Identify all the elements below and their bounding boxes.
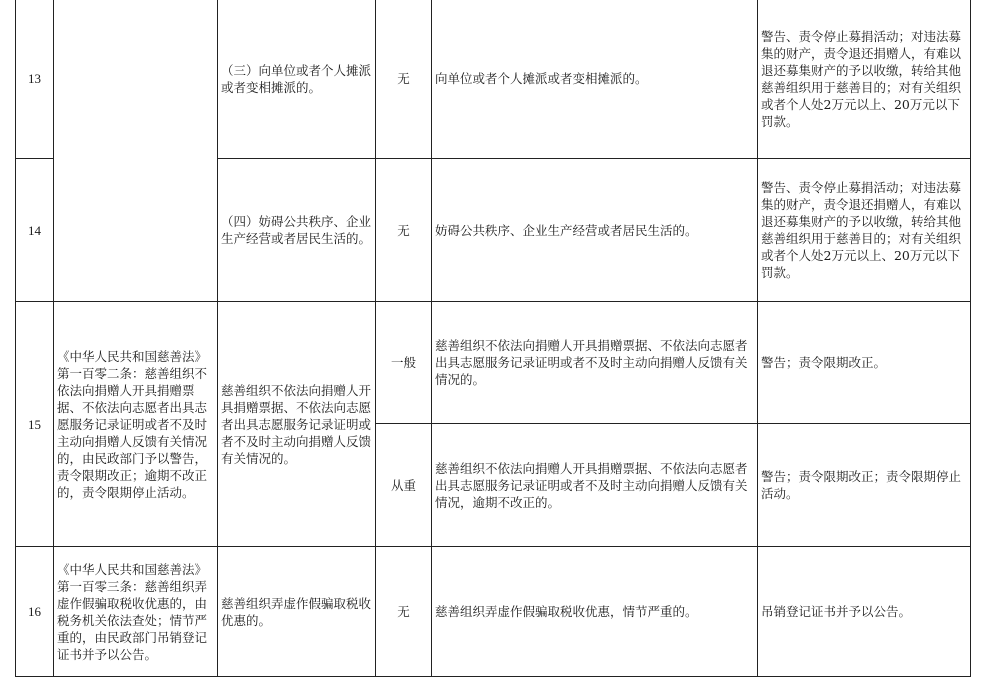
- violation-situation: 慈善组织弄虚作假骗取税收优惠，情节严重的。: [435, 604, 698, 619]
- row-number: 16: [16, 547, 54, 677]
- penalty-standard-cell: [758, 302, 971, 424]
- violation-situation-cell: [432, 424, 758, 547]
- violation-behavior-cell: [218, 159, 376, 302]
- violation-situation-cell: [432, 547, 758, 677]
- table-row: [16, 0, 971, 159]
- penalty-standard: 吊销登记证书并予以公告。: [761, 604, 912, 619]
- legal-basis: 《中华人民共和国慈善法》第一百零三条：慈善组织弄虚作假骗取税收优惠的，由税务机关依法查处；情节严重的，由民政部门吊销登记证书并予以公告。: [57, 561, 208, 662]
- row-number: 13: [16, 0, 54, 159]
- violation-situation-cell: [432, 302, 758, 424]
- penalty-standard-cell: [758, 424, 971, 547]
- discretion-level: 无: [376, 0, 432, 159]
- violation-behavior: 慈善组织弄虚作假骗取税收优惠的。: [221, 595, 372, 628]
- legal-basis-cell: [54, 0, 218, 302]
- violation-situation: 妨碍公共秩序、企业生产经营或者居民生活的。: [435, 222, 698, 238]
- discretion-level: 无: [376, 159, 432, 302]
- violation-behavior: 慈善组织不依法向捐赠人开具捐赠票据、不依法向志愿者出具志愿服务记录证明或者不及时主动向捐赠人反馈有关情况的。: [221, 382, 372, 466]
- discretion-level: 从重: [376, 424, 432, 547]
- violation-situation: 慈善组织不依法向捐赠人开具捐赠票据、不依法向志愿者出具志愿服务记录证明或者不及时主动向捐赠人反馈有关情况的。: [435, 338, 748, 387]
- violation-behavior: （四）妨碍公共秩序、企业生产经营或者居民生活的。: [221, 214, 372, 246]
- violation-situation-cell: [432, 0, 758, 159]
- discretion-level: 一般: [376, 302, 432, 424]
- penalty-standard: 警告、责令停止募捐活动；对违法募集的财产，责令退还捐赠人，有难以退还募集财产的予以收缴，转给其他慈善组织用于慈善目的；对有关组织或者个人处2万元以上、20万元以下罚款。: [761, 180, 962, 280]
- penalty-standard: 警告；责令限期改正；责令限期停止活动。: [761, 469, 962, 501]
- violation-behavior-cell: [218, 0, 376, 159]
- row-number: 14: [16, 159, 54, 302]
- legal-basis-cell: [54, 302, 218, 547]
- table-row: [16, 547, 971, 677]
- violation-situation: 慈善组织不依法向捐赠人开具捐赠票据、不依法向志愿者出具志愿服务记录证明或者不及时主动向捐赠人反馈有关情况，逾期不改正的。: [435, 460, 748, 510]
- violation-behavior-cell: [218, 547, 376, 677]
- penalty-standards-table: [15, 0, 971, 677]
- discretion-level: 无: [376, 547, 432, 677]
- legal-basis: 《中华人民共和国慈善法》第一百零二条：慈善组织不依法向捐赠人开具捐赠票据、不依法向志愿者出具志愿服务记录证明或者不及时主动向捐赠人反馈有关情况的，由民政部门予以警告，责令限期改正；逾期不改正的，责令限期停止活动。: [57, 348, 208, 500]
- legal-basis-cell: [54, 547, 218, 677]
- penalty-standard: 警告；责令限期改正。: [761, 355, 887, 370]
- violation-behavior: （三）向单位或者个人摊派或者变相摊派的。: [221, 62, 372, 95]
- penalty-standard-cell: [758, 159, 971, 302]
- row-number: 15: [16, 302, 54, 547]
- penalty-standard: 警告、责令停止募捐活动；对违法募集的财产，责令退还捐赠人，有难以退还募集财产的予以收缴，转给其他慈善组织用于慈善目的；对有关组织或者个人处2万元以上、20万元以下罚款。: [761, 28, 962, 129]
- violation-behavior-cell: [218, 302, 376, 547]
- penalty-standard-cell: [758, 547, 971, 677]
- penalty-standard-cell: [758, 0, 971, 159]
- penalty-standards-table-sheet: [15, 0, 970, 688]
- violation-situation: 向单位或者个人摊派或者变相摊派的。: [435, 71, 648, 86]
- violation-situation-cell: [432, 159, 758, 302]
- table-row: [16, 302, 971, 424]
